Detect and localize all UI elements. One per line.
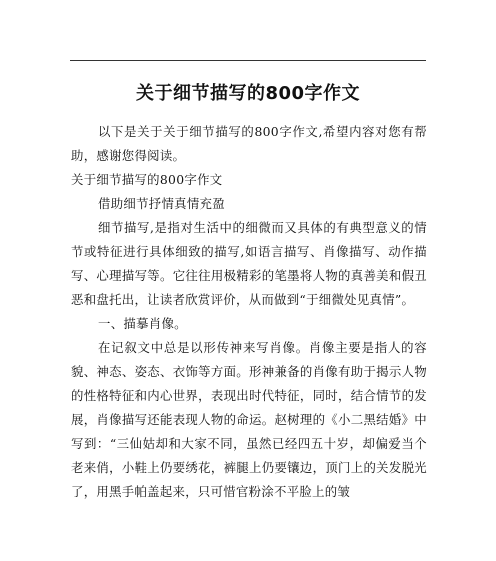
document-body bbox=[71, 120, 427, 504]
intro-paragraph: 以下是关于关于细节描写的800字作文,希望内容对您有帮助，感谢您得阅读。 bbox=[71, 124, 427, 163]
subtitle-line: 关于细节描写的800字作文 bbox=[71, 172, 223, 187]
section-heading-portrait: 一、描摹肖像。 bbox=[98, 316, 187, 331]
header-rule bbox=[70, 60, 426, 61]
document-title: 关于细节描写的800字作文 bbox=[135, 83, 361, 104]
portrait-paragraph: 在记叙文中总是以形传神来写肖像。肖像主要是指人的容貌、神态、姿态、衣饰等方面。形神兼备的肖像有助于揭示人物的性格特征和内心世界，表现出时代特征，同时，结合情节的发展，肖像描写还能表现人物的命运。赵树理的《小二黑结婚》中写到：“三仙姑却和大家不同，虽然已经四五十岁，却偏爱当个老来俏，小鞋上仍要绣花，裤腿上仍要镶边，顶门上的关发脱光了，用黑手帕盖起来，只可惜官粉涂不平脸上的皱 bbox=[71, 340, 427, 499]
essay-heading: 借助细节抒情真情充盈 bbox=[98, 196, 225, 211]
definition-paragraph: 细节描写,是指对生活中的细微而又具体的有典型意义的情节或特征进行具体细致的描写,如语言描写、肖像描写、动作描写、心理描写等。它往往用极精彩的笔墨将人物的真善美和假丑恶和盘托出，让读者欣赏评价，从而做到“于细微处见真情”。 bbox=[71, 220, 427, 307]
